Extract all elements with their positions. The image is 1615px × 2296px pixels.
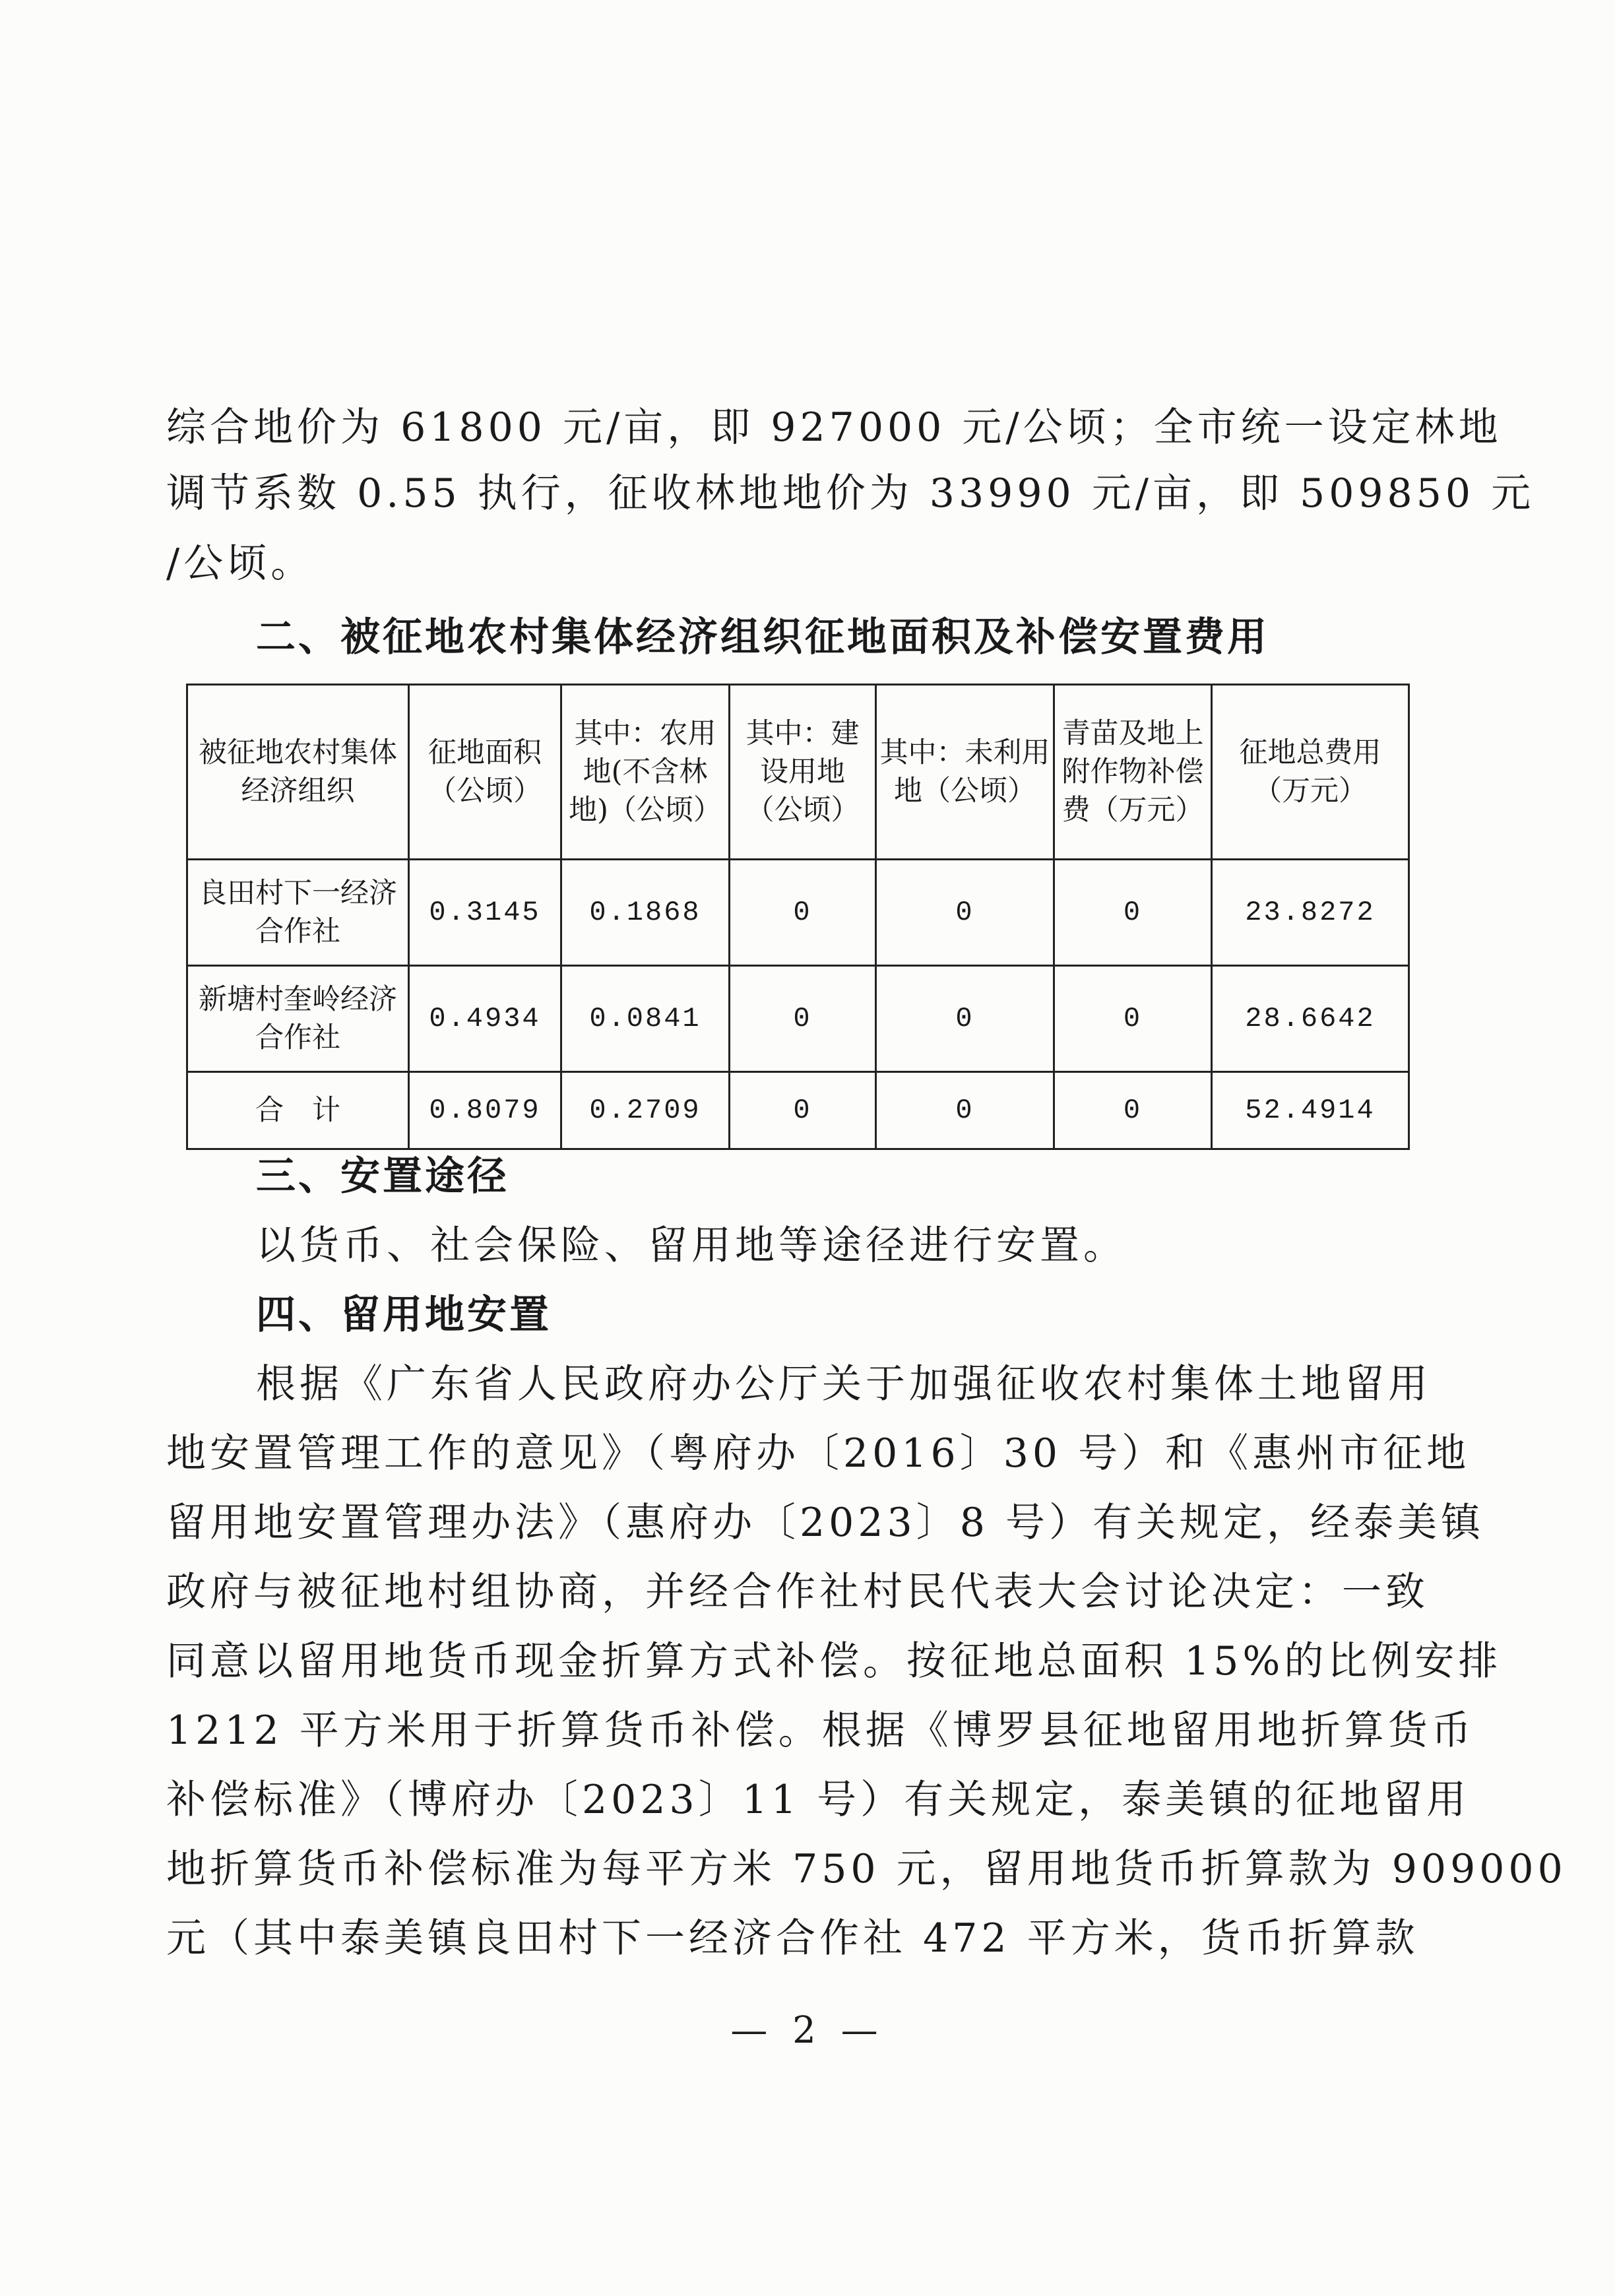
section2-heading: 二、被征地农村集体经济组织征地面积及补偿安置费用	[256, 614, 1269, 660]
intro-line-2: 调节系数 0.55 执行，征收林地地价为 33990 元/亩，即 509850 元	[166, 470, 1535, 517]
table-cell: 0	[730, 860, 876, 966]
table-cell-total-label: 合 计	[187, 1072, 409, 1149]
table-cell: 0	[876, 860, 1054, 966]
section4-line-8: 地折算货币补偿标准为每平方米 750 元，留用地货币折算款为 909000	[166, 1846, 1567, 1892]
table-cell: 0.3145	[409, 860, 561, 966]
table-cell: 0	[730, 1072, 876, 1149]
table-header-cell: 其中：农用地(不含林地)（公顷）	[561, 685, 730, 860]
section4-line-9: 元（其中泰美镇良田村下一经济合作社 472 平方米，货币折算款	[166, 1915, 1419, 1961]
section3-heading: 三、安置途径	[256, 1153, 509, 1199]
table-cell: 23.8272	[1212, 860, 1409, 966]
table-row	[187, 860, 1409, 966]
table-header-cell: 被征地农村集体经济组织	[187, 685, 409, 860]
table-cell: 52.4914	[1212, 1072, 1409, 1149]
table-cell: 0	[876, 1072, 1054, 1149]
section4-line-3: 留用地安置管理办法》（惠府办〔2023〕8 号）有关规定，经泰美镇	[166, 1500, 1484, 1546]
section4-line-1: 根据《广东省人民政府办公厅关于加强征收农村集体土地留用	[256, 1361, 1432, 1407]
section4-line-7: 补偿标准》（博府办〔2023〕11 号）有关规定，泰美镇的征地留用	[166, 1777, 1471, 1823]
table-cell: 0.4934	[409, 966, 561, 1072]
compensation-table	[186, 684, 1410, 1150]
section4-line-4: 政府与被征地村组协商，并经合作社村民代表大会讨论决定：一致	[166, 1569, 1429, 1615]
section4-line-2: 地安置管理工作的意见》（粤府办〔2016〕30 号）和《惠州市征地	[166, 1430, 1471, 1477]
intro-line-3: /公顷。	[166, 540, 315, 587]
table-cell-org: 良田村下一经济合作社	[187, 860, 409, 966]
table-header-row	[187, 685, 1409, 860]
page-number: — 2 —	[730, 2009, 885, 2052]
table-cell: 0	[1054, 966, 1212, 1072]
table-cell: 0	[1054, 860, 1212, 966]
table-cell: 0	[730, 966, 876, 1072]
table-cell: 0	[876, 966, 1054, 1072]
table-total-row	[187, 1072, 1409, 1149]
table-cell: 0.2709	[561, 1072, 730, 1149]
table-header-cell: 其中：未利用地（公顷）	[876, 685, 1054, 860]
table-header-cell: 其中：建设用地（公顷）	[730, 685, 876, 860]
table-cell-org: 新塘村奎岭经济合作社	[187, 966, 409, 1072]
table-row	[187, 966, 1409, 1072]
section4-line-6: 1212 平方米用于折算货币补偿。根据《博罗县征地留用地折算货币	[166, 1707, 1475, 1754]
section4-line-5: 同意以留用地货币现金折算方式补偿。按征地总面积 15%的比例安排	[166, 1638, 1502, 1684]
table-header-cell: 征地总费用（万元）	[1212, 685, 1409, 860]
section4-heading: 四、留用地安置	[256, 1292, 552, 1338]
table-header-cell: 征地面积（公顷）	[409, 685, 561, 860]
section3-body: 以货币、社会保险、留用地等途径进行安置。	[256, 1223, 1127, 1269]
table-cell: 0	[1054, 1072, 1212, 1149]
table-cell: 0.1868	[561, 860, 730, 966]
table-cell: 0.8079	[409, 1072, 561, 1149]
table-cell: 28.6642	[1212, 966, 1409, 1072]
intro-line-1: 综合地价为 61800 元/亩，即 927000 元/公顷；全市统一设定林地	[166, 404, 1502, 451]
table-header-cell: 青苗及地上附作物补偿费（万元）	[1054, 685, 1212, 860]
table-cell: 0.0841	[561, 966, 730, 1072]
